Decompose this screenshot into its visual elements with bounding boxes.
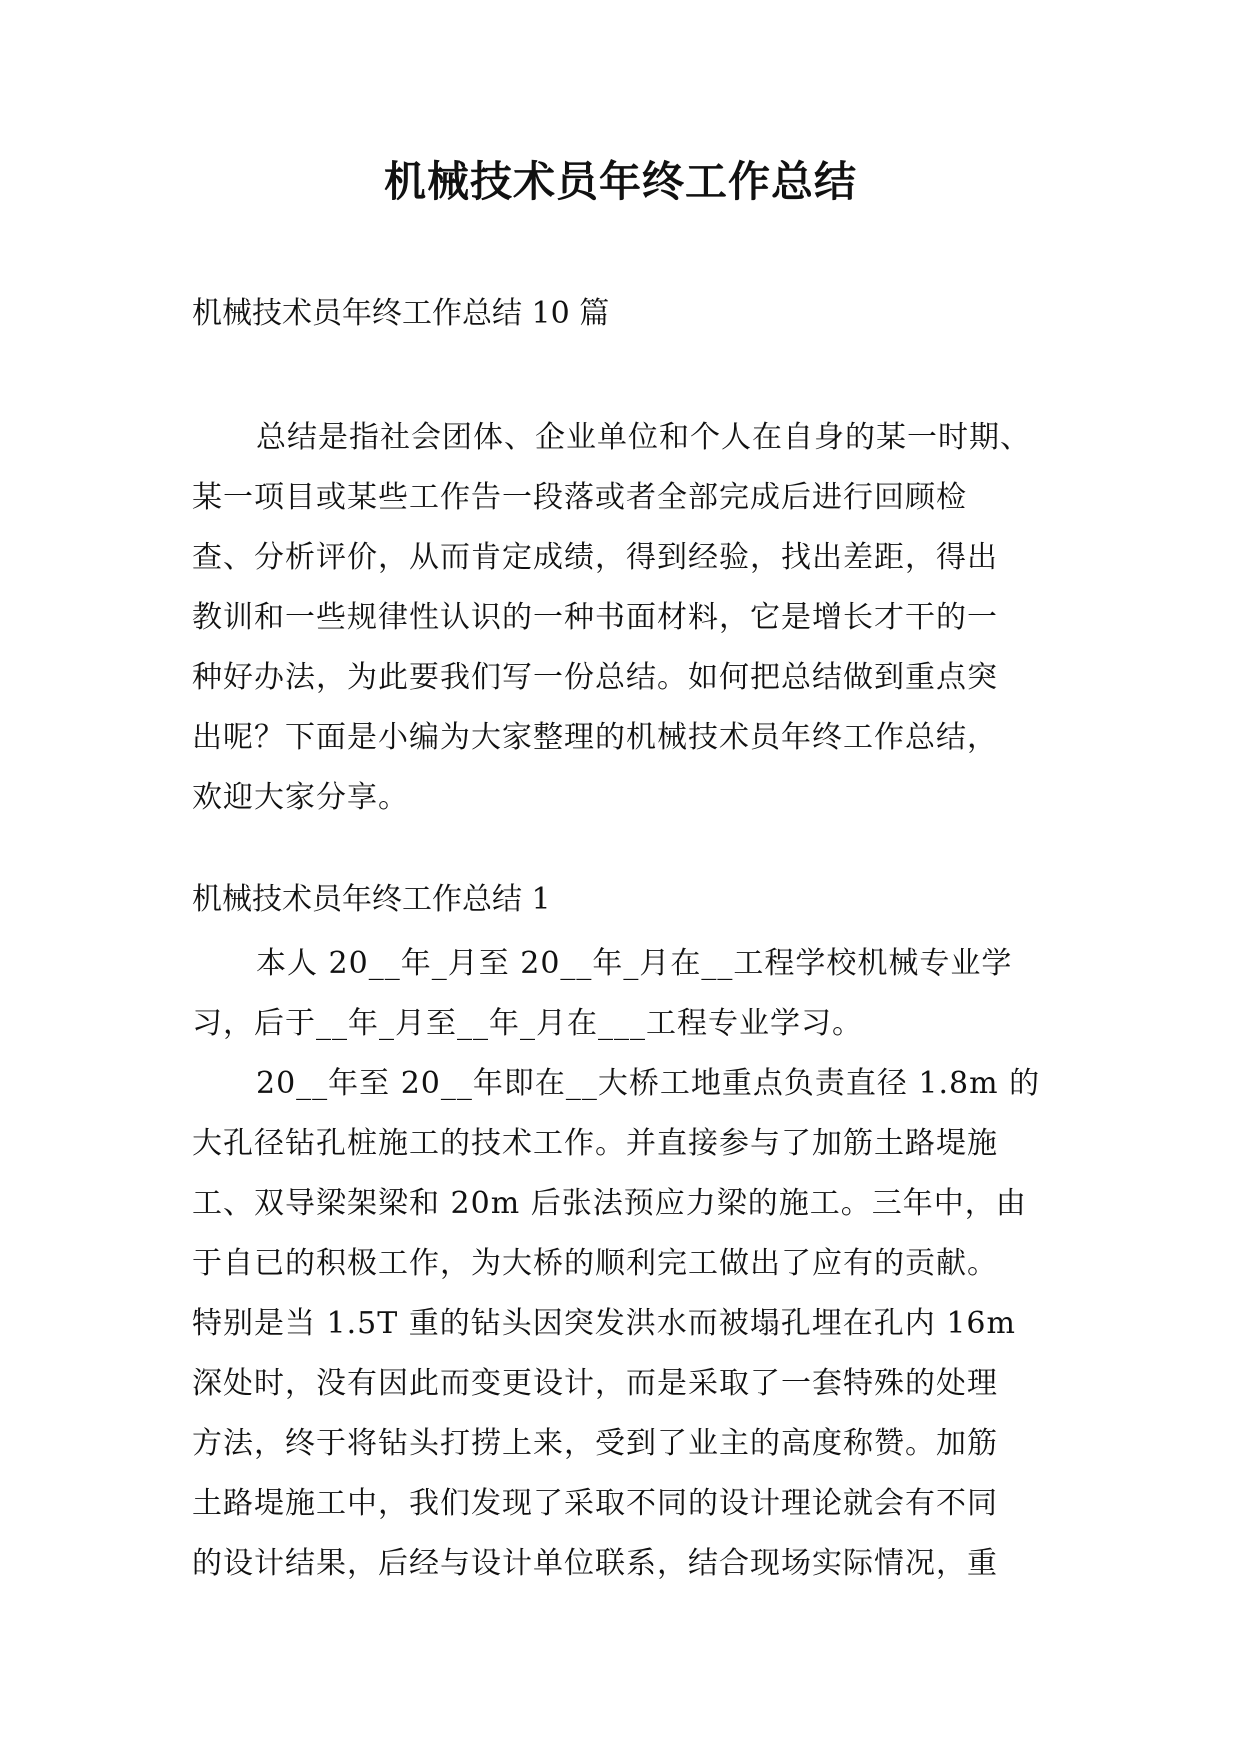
intro-line: 某一项目或某些工作告一段落或者全部完成后进行回顾检 [192, 480, 967, 515]
document-title: 机械技术员年终工作总结 [383, 157, 857, 206]
document-subtitle: 机械技术员年终工作总结 10 篇 [192, 296, 610, 331]
body-line: 大孔径钻孔桩施工的技术工作。并直接参与了加筋土路堤施 [192, 1126, 998, 1161]
intro-line: 种好办法，为此要我们写一份总结。如何把总结做到重点突 [192, 660, 998, 695]
intro-line: 教训和一些规律性认识的一种书面材料，它是增长才干的一 [192, 600, 998, 635]
intro-paragraph [192, 408, 1052, 828]
body-line: 方法，终于将钻头打捞上来，受到了业主的高度称赞。加筋 [192, 1426, 998, 1461]
body-line: 工、双导梁架梁和 20m 后张法预应力梁的施工。三年中，由 [192, 1186, 1027, 1221]
body-line: 20__年至 20__年即在__大桥工地重点负责直径 1.8m 的 [256, 1066, 1041, 1101]
body-line: 习，后于__年_月至__年_月在___工程专业学习。 [192, 1006, 863, 1041]
body-line: 本人 20__年_月至 20__年_月在__工程学校机械专业学 [256, 946, 1013, 981]
intro-line: 出呢？下面是小编为大家整理的机械技术员年终工作总结， [192, 720, 998, 755]
body-line: 的设计结果，后经与设计单位联系，结合现场实际情况，重 [192, 1546, 998, 1581]
body-line: 土路堤施工中，我们发现了采取不同的设计理论就会有不同 [192, 1486, 998, 1521]
body-line: 深处时，没有因此而变更设计，而是采取了一套特殊的处理 [192, 1366, 998, 1401]
intro-line: 总结是指社会团体、企业单位和个人在自身的某一时期、 [256, 420, 1031, 455]
intro-line: 查、分析评价，从而肯定成绩，得到经验，找出差距，得出 [192, 540, 998, 575]
section-heading: 机械技术员年终工作总结 1 [192, 882, 551, 917]
body-line: 特别是当 1.5T 重的钻头因突发洪水而被塌孔埋在孔内 16m [192, 1306, 1016, 1341]
intro-line: 欢迎大家分享。 [192, 780, 409, 815]
section-body [192, 934, 1052, 1594]
body-line: 于自已的积极工作，为大桥的顺利完工做出了应有的贡献。 [192, 1246, 998, 1281]
